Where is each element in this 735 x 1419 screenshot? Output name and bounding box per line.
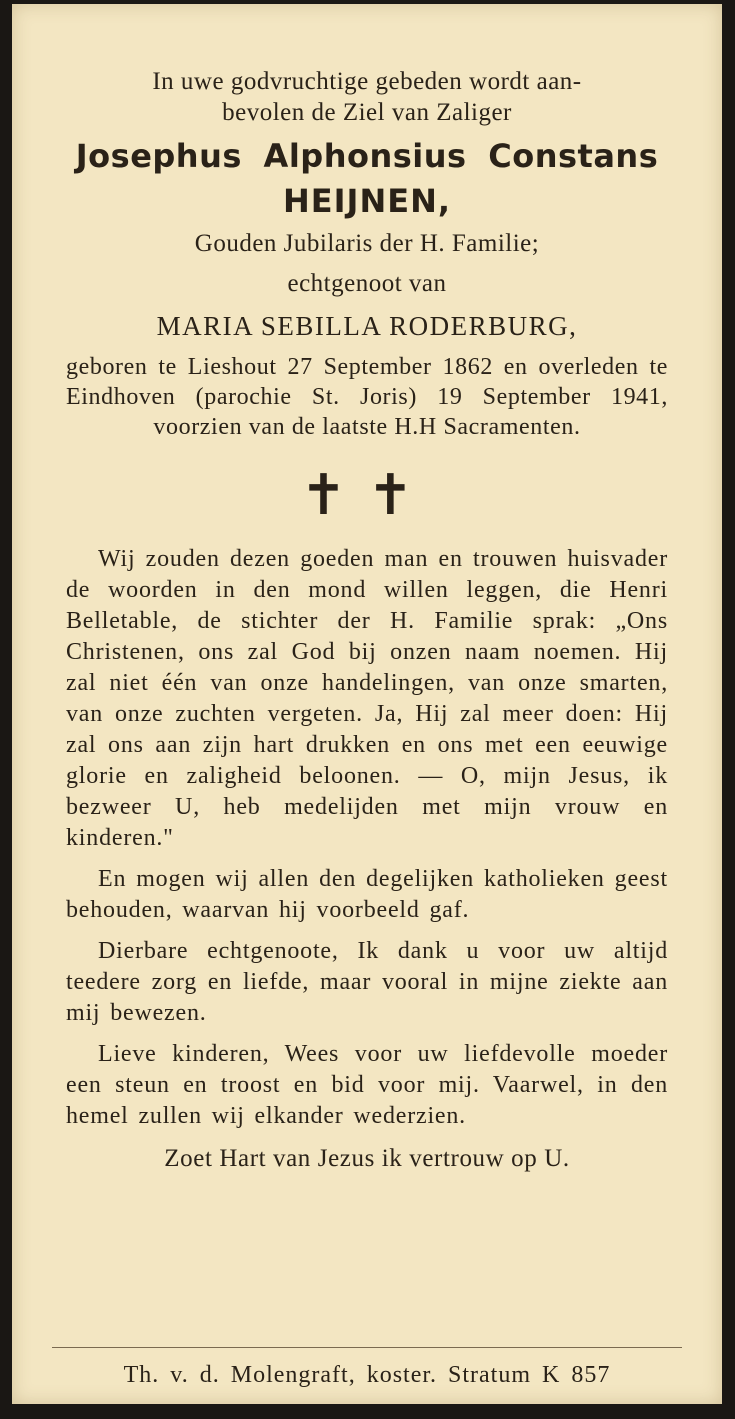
spouse-name: MARIA SEBILLA RODERBURG,: [156, 311, 578, 341]
closing-prayer: Zoet Hart van Jezus ik vertrouw op U.: [164, 1145, 570, 1172]
title-line: Gouden Jubilaris der H. Familie;: [194, 230, 540, 257]
intro-line-1: In uwe godvruchtige gebeden wordt aan-: [152, 68, 582, 95]
given-names: Josephus Alphonsius Constans: [75, 137, 659, 175]
divider: [52, 1347, 682, 1348]
surname: HEIJNEN,: [282, 182, 452, 220]
printer-imprint: Th. v. d. Molengraft, koster. Stratum K 857: [123, 1362, 611, 1388]
memorial-card: [12, 4, 722, 1404]
intro-text: [66, 66, 668, 128]
paragraph-4: Lieve kinderen, Wees voor uw liefdevolle moeder een steun en troost en bid voor mij. Vaarwel, in den hemel zullen wij elkander wederzien.: [66, 1041, 668, 1129]
paragraph-3: Dierbare echtgenoote, Ik dank u voor uw altijd teedere zorg en liefde, maar vooral in mijne ziekte aan mij bewezen.: [66, 938, 668, 1026]
spouse-intro: echtgenoot van: [287, 270, 447, 297]
intro-line-2: bevolen de Ziel van Zaliger: [222, 99, 512, 126]
paragraph-2: En mogen wij allen den degelijken katholieken geest behouden, waarvan hij voorbeeld gaf.: [66, 866, 668, 923]
life-dates: geboren te Lieshout 27 September 1862 en overleden te Eindhoven (parochie St. Joris) 19 September 1941, voorzien van de laatste H.H Sacramenten.: [66, 354, 668, 440]
paragraph-1: Wij zouden dezen goeden man en trouwen huisvader de woorden in den mond willen leggen, die Henri Belletable, de stichter der H. Familie sprak: „Ons Christenen, ons zal God bij onzen naam noemen. Hij zal niet één van onze handelingen, van onze smarten, van onze zuchten vergeten. Ja, Hij zal meer doen: Hij zal ons aan zijn hart drukken en ons met een eeuwige glorie en zaligheid beloonen. — O, mijn Jesus, ik bezweer U, heb medelijden met mijn vrouw en kinderen.": [66, 546, 668, 851]
cross-icon: ✝✝: [300, 463, 434, 528]
